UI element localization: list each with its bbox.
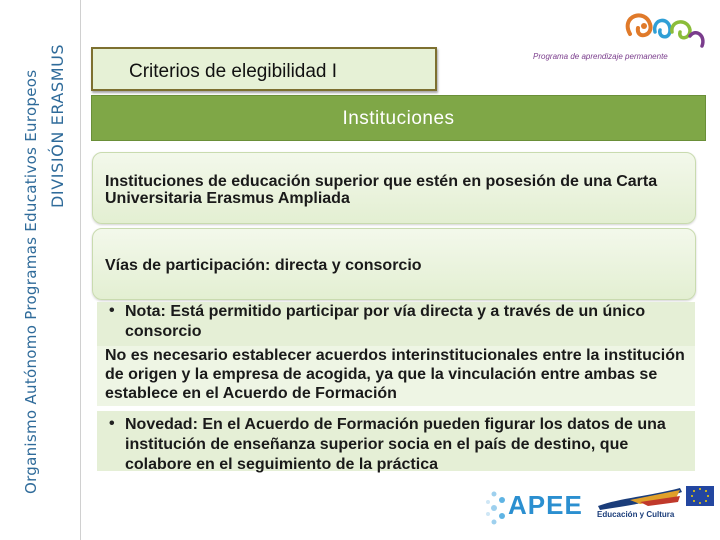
participation-card-text: Vías de participación: directa y consorcio <box>105 257 422 274</box>
novelty-block <box>97 411 695 471</box>
lifelong-learning-logo-icon <box>520 6 710 76</box>
note-text: Nota: Está permitido participar por vía directa y a través de un único consorcio <box>125 303 646 340</box>
paragraph-text: No es necesario establecer acuerdos interinstitucionales entre la institución de origen y la empresa de acogida, ya que la vinculación entre ambas se establece en el Acuerdo de Formación <box>105 347 685 402</box>
sidebar-division-text: DIVISIÓN ERASMUS <box>48 43 67 208</box>
apee-emblem-icon <box>486 492 505 525</box>
novelty-text: Novedad: En el Acuerdo de Formación pueden figurar los datos de una institución de enseñanza superior socia en el país de destino, que colabore en el seguimiento de la práctica <box>125 416 666 473</box>
section-subtitle: Instituciones <box>342 108 455 129</box>
eu-flag-icon <box>686 486 714 506</box>
paragraph-block <box>97 346 695 406</box>
criteria-card-text: Instituciones de educación superior que estén en posesión de una Carta Universitaria Erasmus Ampliada <box>105 173 658 207</box>
note-block <box>97 302 695 346</box>
participation-card <box>92 228 696 300</box>
sidebar-organization-text: Organismo Autónomo Programas Educativos Europeos <box>22 69 40 494</box>
apee-logo-text: APEE <box>508 490 583 520</box>
bullet-icon: • <box>109 302 115 319</box>
title-box <box>91 47 437 91</box>
sidebar <box>0 0 81 540</box>
subtitle-bar <box>91 95 706 141</box>
page-title: Criterios de elegibilidad I <box>129 61 338 82</box>
logo-top-text: Programa de aprendizaje permanente <box>533 52 668 61</box>
criteria-card <box>92 152 696 224</box>
bullet-icon: • <box>109 415 115 432</box>
education-culture-logo-icon <box>598 488 682 510</box>
education-culture-text: Educación y Cultura <box>597 510 675 519</box>
